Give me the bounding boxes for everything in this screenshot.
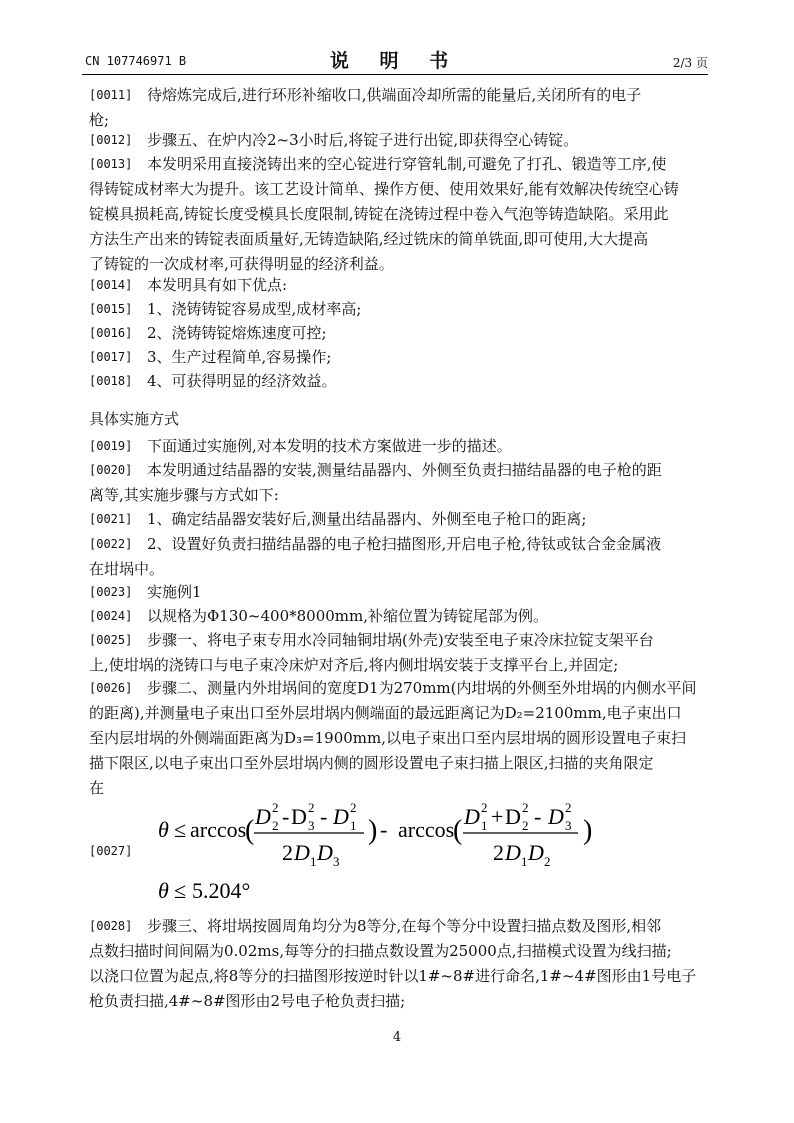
- formula-two: 2: [493, 840, 504, 865]
- paragraph-number: [0021]: [89, 512, 133, 526]
- scan-angle-formula: [150, 790, 630, 910]
- paragraph-0020: [89, 458, 709, 508]
- paragraph-line: 本发明采用直接浇铸出来的空心锭进行穿管轧制,可避免了打孔、锻造等工序,使: [147, 155, 667, 173]
- formula-theta: θ: [158, 817, 169, 842]
- formula-D: D: [317, 840, 333, 865]
- formula-sup: 2: [272, 800, 279, 815]
- formula-sup: 2: [565, 800, 572, 815]
- formula-result: 5.204°: [192, 878, 251, 903]
- formula-sub: 2: [272, 818, 279, 833]
- paragraph-number: [0028]: [89, 919, 133, 933]
- formula-two: 2: [282, 840, 293, 865]
- paragraph-line: 1、确定结晶器安装好后,测量出结晶器内、外侧至电子枪口的距离;: [147, 510, 587, 528]
- paragraph-0023: [89, 580, 709, 605]
- formula-plus: +: [491, 804, 504, 829]
- formula-sup: 2: [522, 800, 529, 815]
- paragraph-number: [0025]: [89, 633, 133, 647]
- paragraph-0018: [89, 369, 709, 394]
- paragraph-number: [0015]: [89, 302, 133, 316]
- page-number: 4: [392, 1030, 402, 1045]
- formula-sub: 2: [544, 854, 551, 869]
- paragraph-0022: [89, 532, 709, 582]
- formula-leq: ≤: [174, 878, 187, 903]
- formula-rparen-2: ): [583, 815, 593, 846]
- paragraph-number: [0014]: [89, 278, 133, 292]
- header-rule: [82, 74, 708, 75]
- paragraph-line: 下面通过实施例,对本发明的技术方案做进一步的描述。: [147, 437, 512, 455]
- paragraph-0016: [89, 321, 709, 346]
- paragraph-0019: [89, 434, 709, 459]
- paragraph-line: 以浇口位置为起点,将8等分的扫描图形按逆时针以1#~8#进行命名,1#~4#图形由1号电子: [89, 967, 697, 985]
- formula-D: D: [505, 840, 521, 865]
- formula-leq: ≤: [174, 817, 187, 842]
- paragraph-line: 待熔炼完成后,进行环形补缩收口,供端面冷却所需的能量后,关闭所有的电子: [147, 86, 642, 104]
- paragraph-number: [0022]: [89, 537, 133, 551]
- paragraph-number: [0013]: [89, 157, 133, 171]
- formula-minus: -: [534, 804, 542, 829]
- formula-lparen-1: (: [245, 815, 255, 846]
- paragraph-line: 1、浇铸铸锭容易成型,成材率高;: [147, 300, 362, 318]
- formula-theta: θ: [158, 878, 169, 903]
- formula-D: D: [548, 804, 564, 829]
- paragraph-line: 了铸锭的一次成材率,可获得明显的经济利益。: [89, 255, 394, 273]
- formula-sub: 1: [350, 818, 357, 833]
- formula-sub: 3: [308, 818, 315, 833]
- paragraph-line: 枪;: [89, 111, 110, 129]
- paragraph-number: [0020]: [89, 463, 133, 477]
- formula-number: [0027]: [89, 844, 133, 858]
- paragraph-line: 的距离),并测量电子束出口至外层坩埚内侧端面的最远距离记为D₂=2100mm,电子束出口: [89, 704, 682, 722]
- formula-arccos-1: arccos: [190, 817, 247, 842]
- paragraph-0026: [89, 676, 709, 801]
- document-title: 说 明 书: [329, 50, 461, 72]
- paragraph-number: [0023]: [89, 585, 133, 599]
- formula-D: D: [333, 804, 349, 829]
- paragraph-line: 本发明具有如下优点:: [147, 276, 288, 294]
- paragraph-line: 方法生产出来的铸锭表面质量好,无铸造缺陷,经过铣床的简单铣面,即可使用,大大提高: [89, 230, 649, 248]
- paragraph-line: 步骤二、测量内外坩埚间的宽度D1为270mm(内坩埚的外侧至外坩埚的内侧水平间: [147, 679, 697, 697]
- paragraph-number: [0011]: [89, 88, 133, 102]
- formula-D: D: [464, 804, 480, 829]
- paragraph-line: 离等,其实施步骤与方式如下:: [89, 486, 279, 504]
- paragraph-0024: [89, 604, 709, 629]
- page-header: [82, 44, 708, 74]
- paragraph-line: 在: [89, 779, 105, 797]
- paragraph-line: 锭模具损耗高,铸锭长度受模具长度限制,铸锭在浇铸过程中卷入气泡等铸造缺陷。采用此: [89, 205, 669, 223]
- paragraph-line: 步骤一、将电子束专用水冷同轴铜坩埚(外壳)安装至电子束冷床拉锭支架平台: [147, 631, 654, 649]
- paragraph-number: [0012]: [89, 133, 133, 147]
- formula-sup: 2: [350, 800, 357, 815]
- paragraph-line: 描下限区,以电子束出口至外层坩埚内侧的圆形设置电子束扫描上限区,扫描的夹角限定: [89, 754, 654, 772]
- formula-D: D: [528, 840, 544, 865]
- formula-sub: 1: [521, 854, 528, 869]
- paragraph-line: 点数扫描时间间隔为0.02ms,每等分的扫描点数设置为25000点,扫描模式设置为线扫描;: [89, 942, 672, 960]
- paragraph-0021: [89, 507, 709, 532]
- formula-minus: -: [282, 804, 290, 829]
- paragraph-line: 步骤五、在炉内冷2~3小时后,将锭子进行出锭,即获得空心铸锭。: [147, 131, 579, 149]
- paragraph-0017: [89, 345, 709, 370]
- formula-lparen-2: (: [453, 815, 463, 846]
- formula-sub: 2: [522, 818, 529, 833]
- paragraph-number: [0026]: [89, 681, 133, 695]
- formula-D: D: [291, 804, 307, 829]
- paragraph-line: 在坩埚中。: [89, 560, 165, 578]
- formula-sup: 2: [481, 800, 488, 815]
- paragraph-line: 得铸锭成材率大为提升。该工艺设计简单、操作方便、使用效果好,能有效解决传统空心铸: [89, 180, 679, 198]
- paragraph-number: [0024]: [89, 609, 133, 623]
- formula-sup: 2: [308, 800, 315, 815]
- page-indicator: 2/3 页: [672, 56, 708, 70]
- formula-sub: 3: [333, 854, 340, 869]
- section-title: 具体实施方式: [89, 410, 180, 428]
- paragraph-number: [0016]: [89, 326, 133, 340]
- formula-D: D: [505, 804, 521, 829]
- formula-minus: -: [380, 817, 388, 842]
- paragraph-0012: [89, 128, 709, 153]
- formula-sub: 3: [565, 818, 572, 833]
- formula-arccos-2: arccos: [398, 817, 455, 842]
- patent-number: CN 107746971 B: [85, 54, 187, 68]
- paragraph-line: 至内层坩埚的外侧端面距离为D₃=1900mm,以电子束出口至内层坩埚的圆形设置电子束扫: [89, 729, 687, 747]
- formula-sub: 1: [481, 818, 488, 833]
- paragraph-0015: [89, 297, 709, 322]
- paragraph-line: 2、浇铸铸锭熔炼速度可控;: [147, 324, 327, 342]
- formula-rparen-1: ): [368, 815, 378, 846]
- paragraph-line: 实施例1: [147, 583, 202, 601]
- formula-D: D: [294, 840, 310, 865]
- paragraph-line: 枪负责扫描,4#~8#图形由2号电子枪负责扫描;: [89, 992, 406, 1010]
- paragraph-line: 步骤三、将坩埚按圆周角均分为8等分,在每个等分中设置扫描点数及图形,相邻: [147, 917, 662, 935]
- paragraph-0011: [89, 83, 709, 133]
- paragraph-number: [0019]: [89, 439, 133, 453]
- paragraph-line: 以规格为Φ130~400*8000mm,补缩位置为铸锭尾部为例。: [147, 607, 549, 625]
- paragraph-number: [0017]: [89, 350, 133, 364]
- paragraph-line: 4、可获得明显的经济效益。: [147, 372, 337, 390]
- formula-sub: 1: [310, 854, 317, 869]
- paragraph-line: 3、生产过程简单,容易操作;: [147, 348, 332, 366]
- paragraph-line: 2、设置好负责扫描结晶器的电子枪扫描图形,开启电子枪,待钛或钛合金金属液: [147, 535, 662, 553]
- paragraph-line: 本发明通过结晶器的安装,测量结晶器内、外侧至负责扫描结晶器的电子枪的距: [147, 461, 662, 479]
- formula-minus: -: [320, 804, 328, 829]
- paragraph-0013: [89, 152, 709, 277]
- paragraph-0025: [89, 628, 709, 678]
- paragraph-line: 上,使坩埚的浇铸口与电子束冷床炉对齐后,将内侧坩埚安装于支撑平台上,并固定;: [89, 656, 619, 674]
- paragraph-0014: [89, 273, 709, 298]
- formula-D: D: [255, 804, 271, 829]
- paragraph-0028: [89, 914, 709, 1014]
- paragraph-number: [0018]: [89, 374, 133, 388]
